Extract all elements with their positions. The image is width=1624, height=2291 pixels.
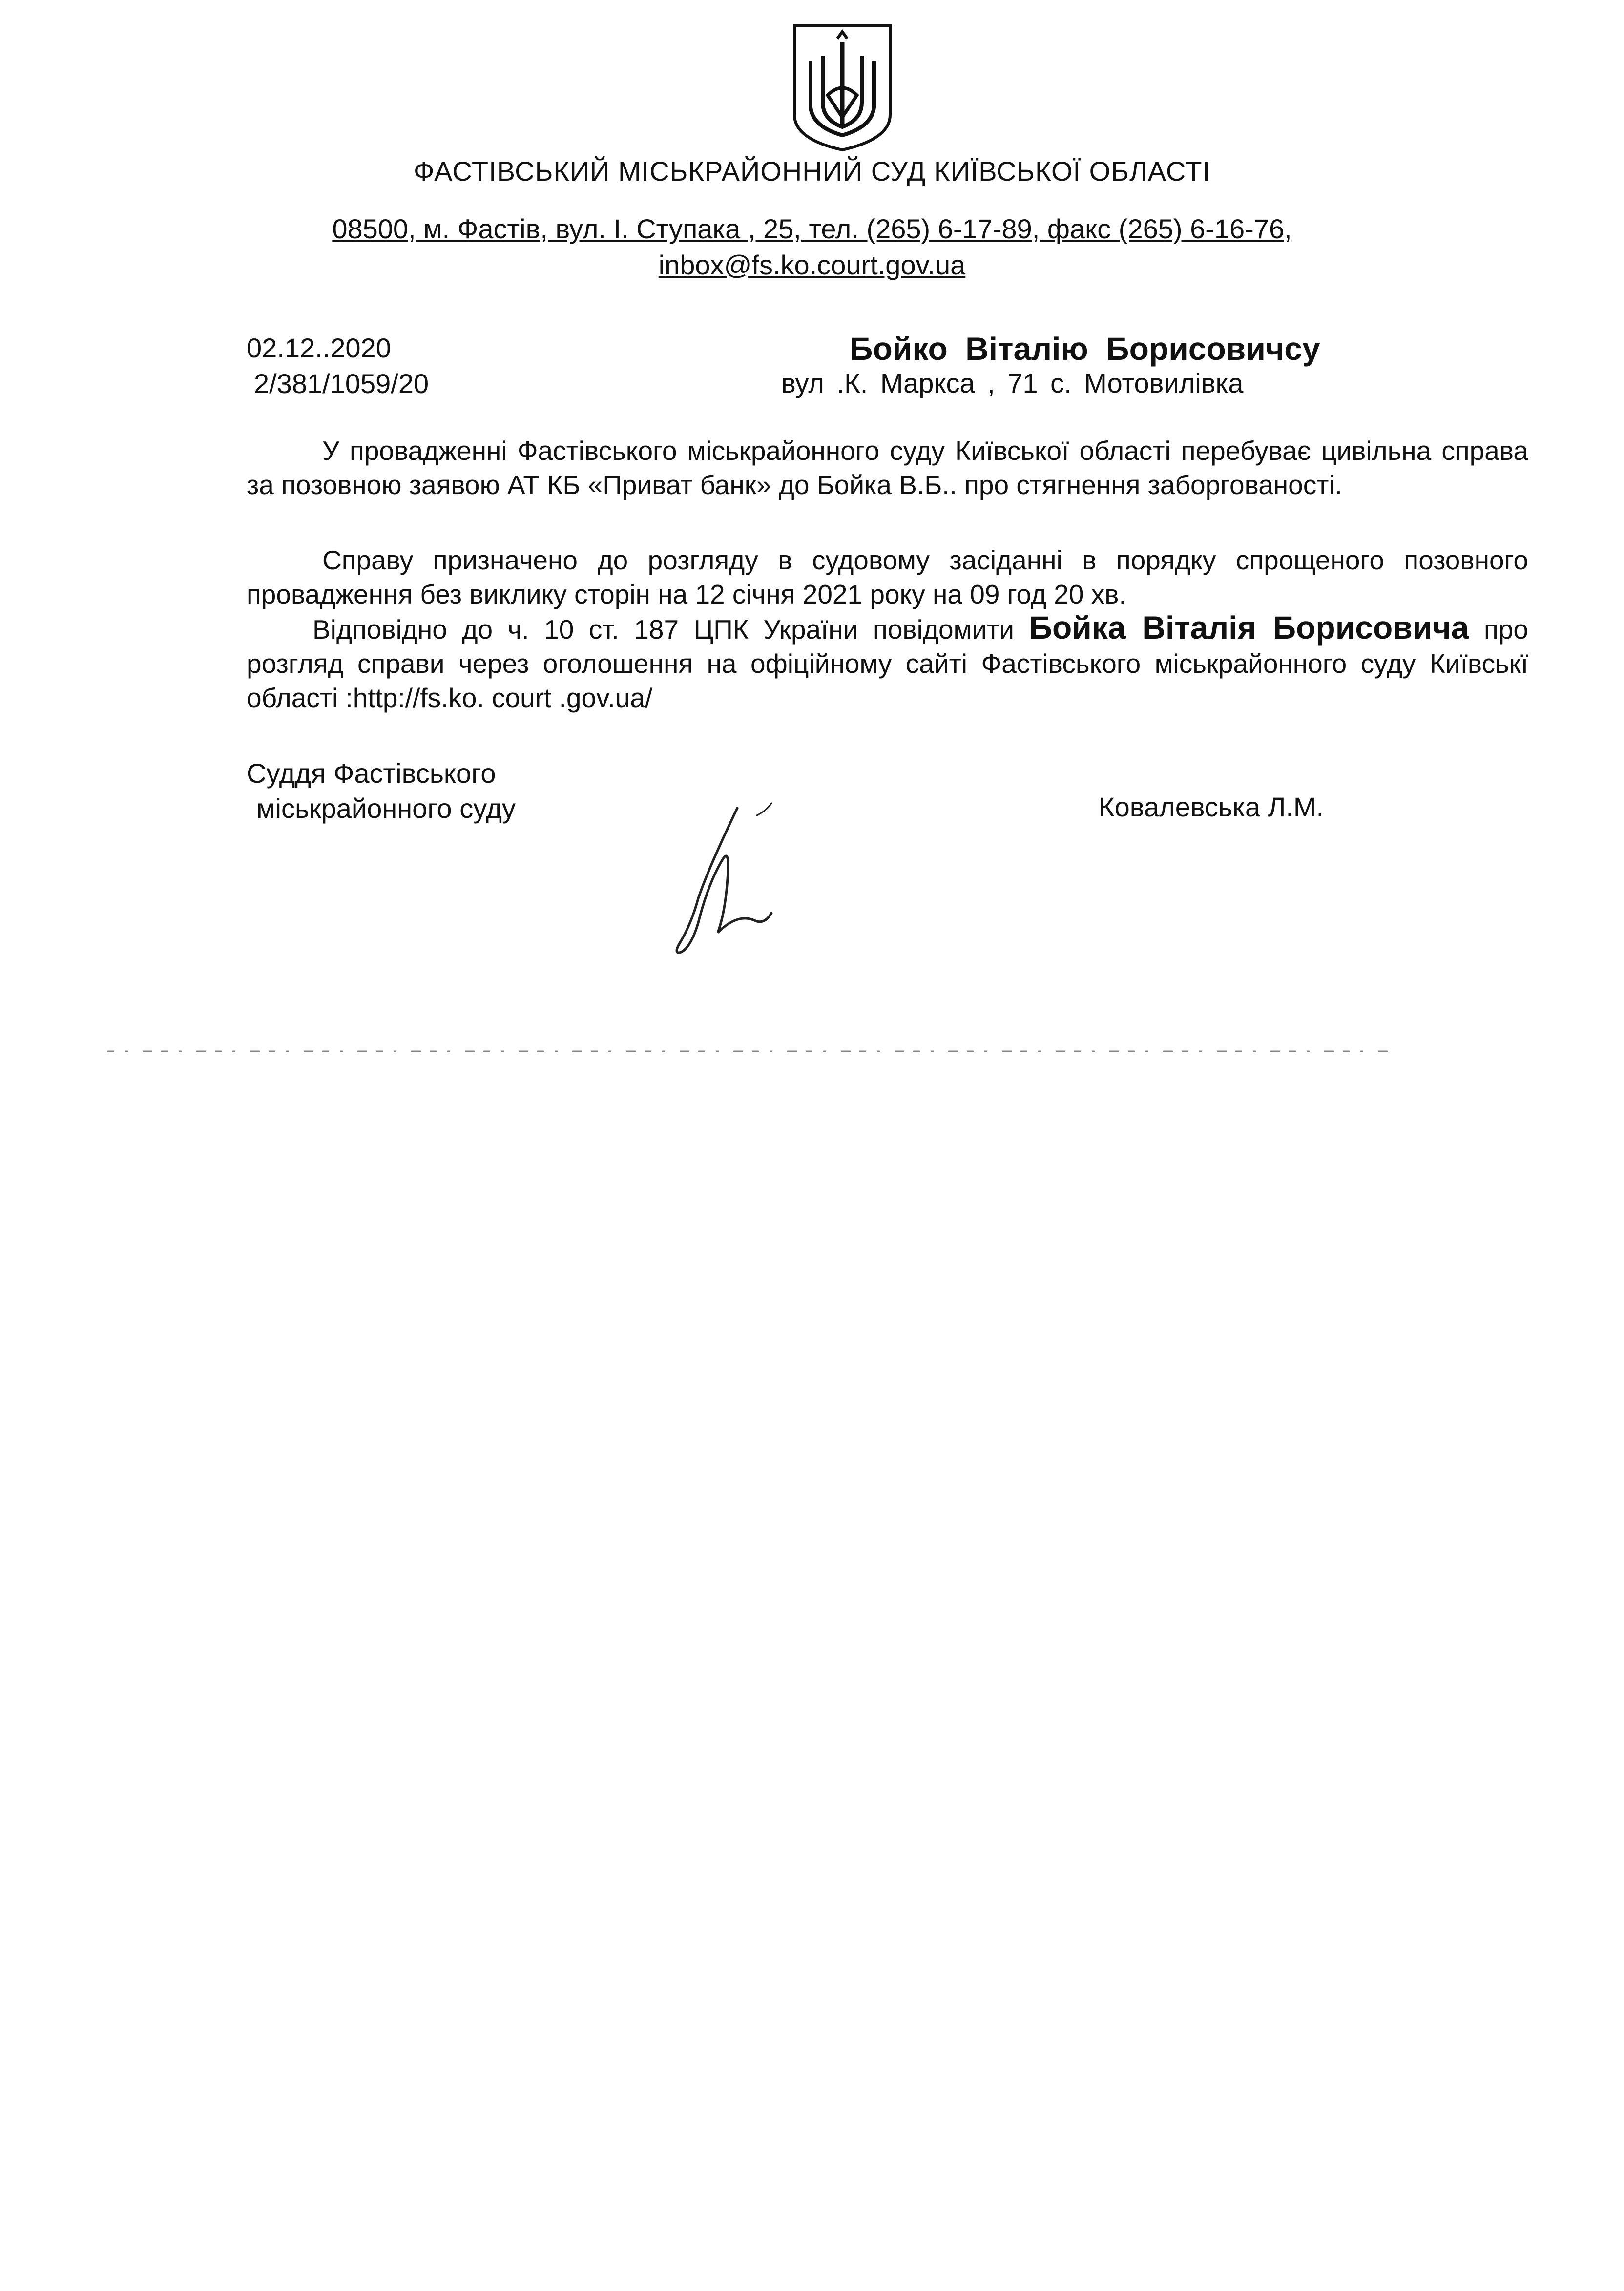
scan-artifact-divider [107,1050,1396,1053]
judge-title-line2: міськрайонного суду [256,793,516,824]
court-address-line: 08500, м. Фастів, вул. І. Ступака , 25, тел. (265) 6-17-89, факс (265) 6-16-76, [332,213,1292,244]
notification-text-end: про розгляд справи через оголошення на офіційному сайті Фастівського міськрайонного суду Київськї області :http://fs.ko. court .gov.ua/ [247,614,1528,713]
paragraph-proceedings: У провадженні Фастівського міськрайонного суду Київської області перебуває цивільна справа за позовною заявою АТ КБ «Приват банк» до Бойка В.Б.. про стягнення заборгованості. [247,436,1528,500]
defendant-name: Бойка Віталія Борисовича [1029,609,1469,646]
court-name: ФАСТІВСЬКИЙ МІСЬКРАЙОННИЙ СУД КИЇВСЬКОЇ ОБЛАСТІ [413,156,1211,187]
case-reference: 2/381/1059/20 [254,368,429,399]
document-date: 02.12..2020 [247,333,391,363]
ukraine-coat-of-arms-icon [789,22,896,154]
paragraph-hearing: Справу призначено до розгляду в судовому засіданні в порядку спрощеного позовного провадження без виклику сторін на 12 січня 2021 року на 09 год 20 хв. [247,545,1528,609]
judge-title [247,756,516,826]
handwritten-signature [669,801,796,962]
paragraph-notification [247,610,1528,715]
judge-name: Ковалевська Л.М. [1099,791,1324,822]
court-contacts [0,211,1624,283]
court-email: inbox@fs.ko.court.gov.ua [658,250,966,280]
recipient-name: Бойко Віталію Борисовичсу [850,331,1320,367]
recipient-address: вул .К. Маркса , 71 с. Мотовилівка [781,368,1244,398]
judge-title-line1: Суддя Фастівського [247,758,496,789]
notification-text-start: Відповідно до ч. 10 ст. 187 ЦПК України повідомити [312,614,1029,645]
